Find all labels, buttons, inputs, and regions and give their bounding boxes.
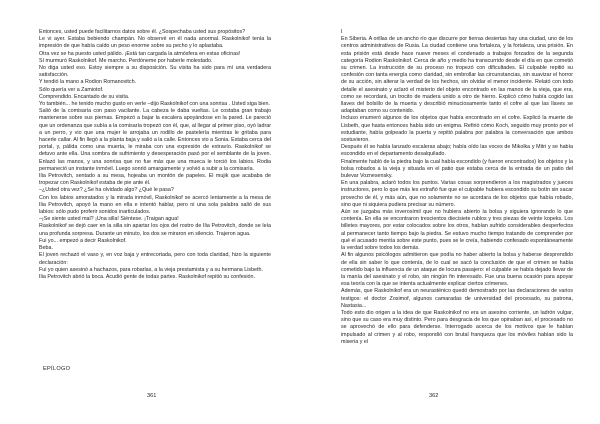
paragraph: El joven rechazó el vaso y, en voz baja y entrecortada, pero con toda claridad, hizo la siguiente declaración: bbox=[39, 252, 271, 266]
paragraph: Sólo quería ver a Zamiotof. bbox=[39, 86, 104, 93]
paragraph: En una palabra, aclaró todos los puntos. Varias cosas sorprendieron a los magistrados y jueces instructores, pero lo que más les extrañó fue que el culpable hubiera escondido su botín sin sacar provecho de él, y más aún, que no solamente no se acordara de los objetos que había robado, sino que ni siquiera pudiera precisar su número. bbox=[341, 180, 573, 208]
paragraph: Otra vez se ha puesto usted pálido. ¡Está tan cargada la atmósfera en estas oficinas! bbox=[39, 50, 241, 57]
paragraph: –¿Usted otra vez? ¿Se ha olvidado algo? ¿Qué le pasa? bbox=[39, 187, 174, 194]
paragraph: Fui yo... empezó a decir Raskolnikof. bbox=[39, 237, 127, 244]
paragraph: Ilia Petrovitch abrió la boca. Acudió gente de todas partes. Raskolnikof repitió su confesión. bbox=[39, 273, 255, 280]
right-page bbox=[300, 0, 600, 424]
paragraph: Y tendió la mano a Rodion Romanovitch. bbox=[39, 79, 137, 86]
page-number-left: 361 bbox=[147, 393, 157, 399]
paragraph: Además, que Raskolnikof era un neurasténico quedó demostrado por las declaraciones de varios testigos: el doctor Zosimof, algunos camaradas de universidad del procesado, su patrona, Nastasia... bbox=[341, 288, 573, 309]
page-number-right: 362 bbox=[429, 393, 439, 399]
paragraph: Finalmente habló de la piedra bajo la cual había escondido (y fueron encontrados) los objetos y la bolsa robados a la vieja y situada en el patio que estaba cerca de la entrada de un patio del bulevar Voznesensky. bbox=[341, 158, 573, 180]
section-number: I bbox=[341, 29, 343, 35]
paragraph: Sí murmuró Raskolnikof. Me marcho. Perdóneme por haberle molestado. bbox=[39, 57, 213, 64]
paragraph: No diga usted eso. Estoy siempre a su disposición. Su visita ha sido para mí una verdadera satisfacción. bbox=[39, 65, 271, 79]
paragraph: Al fin algunos psicólogos admitieron que podía no haber abierto la bolsa y haberse desprendido de ella sin saber lo que contenía, de lo cual se sacó la conclusión de que el crimen se había cometido bajo la influencia de un ataque de locura pasajero: el culpable se había dejado llevar de la manía del asesinato y el robo, sin ningún fin interesado. Fue una buena ocasión para apoyar esa teoría con la que se intenta actualmente explicar ciertos crímenes. bbox=[341, 252, 573, 288]
right-page-text bbox=[341, 29, 573, 346]
epilogue-heading: EPÍLOGO bbox=[43, 366, 71, 372]
paragraph: Yo también... he tenido mucho gusto en verle –dijo Raskolnikof con una sonrisa . Usted siga bien. bbox=[39, 101, 270, 108]
left-page-text bbox=[39, 29, 271, 281]
paragraph: Aún se juzgaba más inverosímil que no hubiera abierto la bolsa y siguiera ignorando lo que contenía. En ella se encontraron trescientos diecisiete rublos y tres piezas de veinte kopeks. Los billetes mayores, por estar colocados sobre los otros, habían sufrido considerables desperfectos al permanecer tanto tiempo bajo la piedra. Se estuvo mucho tiempo tratando de comprender por qué el acusado mentía sobre este punto, pues se le creía, habiendo confesado espontáneamente la verdad sobre todos los demás. bbox=[341, 209, 573, 252]
paragraph: –¡Se siente usted mal? ¡Una silla! Siéntese. ¡Traigan agua! bbox=[39, 216, 179, 223]
paragraph: Comprendido. Encantado de su visita. bbox=[39, 93, 130, 100]
paragraph: Entonces, usted puede facilitarnos datos sobre él. ¿Sospechaba usted sus propósitos? bbox=[39, 29, 246, 35]
paragraph: Raskolnikof se dejó caer en la silla sin apartar los ojos del rostro de Ilia Petrovitch, donde se leía una profunda sorpresa. Durante un minuto, los dos se miraron en silencio. Trajeron agua. bbox=[39, 223, 271, 237]
paragraph: Incluso enumeró algunos de los objetos que había encontrado en el cofre. Explicó la muerte de Lisbeth, que hasta entonces había sido un enigma. Refirió cómo Koch, seguido muy pronto por el estudiante, había golpeado la puerta y repitió palabra por palabra la conversación que ambos sostuvieron. bbox=[341, 115, 573, 144]
paragraph: Fui yo quien asesinó a hachazos, para robarlas, a la vieja prestamista y a su hermana Lisbeth. bbox=[39, 266, 263, 273]
paragraph: En Siberia. A orillas de un ancho río que discurre por tierras desiertas hay una ciudad, uno de los centros administrativos de Rusia. La ciudad contiene una fortaleza, y la fortaleza, una prisión. En esta prisión está desde hace nueve meses el condenado a trabajos forzados de la segunda categoría Rodion Raskolnikof. Cerca de año y medio ha transcurrido desde el día en que cometió su crimen. La instrucción de su proceso no tropezó con dificultades. El culpable repitió su confesión con tanta energía como claridad, sin embrollar las circunstancias, sin suavizar el horror de su acción, sin alterar la verdad de los hechos, sin olvidar el menor incidente. Relató con todo detalle el asesinato y aclaró el misterio del objeto encontrado en las manos de la vieja, que era, como se recordará, un trocito de madera unido a otro de hierro. Explicó cómo había cogido las llaves del bolsillo de la muerta y describió minuciosamente tanto el cofre al que las llaves se adaptaban como su contenido. bbox=[341, 36, 573, 115]
paragraph: Le vi ayer. Estaba bebiendo champán. No observé en él nada anormal. Raskolnikof tenía la impresión de que había caído un peso enorme sobre su pecho y lo aplastaba. bbox=[39, 36, 271, 50]
paragraph: Ilia Petrovitch, sentado a su mesa, hojeaba un montón de papeles. El mujik que acababa de tropezar con Raskolnikof estaba de pie ante él. bbox=[39, 173, 271, 187]
paragraph: Después él se había lanzado escaleras abajo; había oído las voces de Mikolka y Mitri y se había escondido en el departamento desalquilado. bbox=[341, 144, 573, 158]
paragraph: Salió de la comisaría con paso vacilante. La cabeza le daba vueltas. Le costaba gran trabajo mantenerse sobre sus piernas. Empezó a bajar la escalera apoyándose en la pared. Le pareció que un ordenanza que subía a la comisaría tropezó con él, que, al llegar al primer piso, oyó ladrar a un perro, y vio que una mujer le arrojaba un rodillo de pastelería mientras le gritaba para hacerle callar. Al fin llegó a la planta baja y salió a la calle. Entonces vio a Sonia. Estaba cerca del portal, y, pálida como una muerta, le miraba con una expresión de extravío. Raskolnikof se detuvo ante ella. Una sombra de sufrimiento y desesperación pasó por el semblante de la joven. Enlazó las manos, y una sonrisa que no fue más que una mueca le torció los labios. Rodia permaneció un instante inmóvil. Luego sonrió amargamente y volvió a subir a la comisaría. bbox=[39, 108, 271, 172]
paragraph: Con los labios amoratados y la mirada inmóvil, Raskolnikof se acercó lentamente a la mesa de Ilia Petrovitch, apoyó la mano en ella e intentó hablar, pero ni una sola palabra salió de sus labios: sólo pudo proferir sonidos inarticulados. bbox=[39, 194, 271, 216]
paragraph: Beba. bbox=[39, 245, 53, 252]
paragraph: Todo esto dio origen a la idea de que Raskolnikof no era un asesino corriente, un ladrón vulgar, sino que su caso era muy distinto. Pero para desgracia de los que opinaban así, el procesado no se aprovechó de ello para defenderse. Interrogado acerca de los motivos que le habían impulsado al crimen y al robo, respondió con brutal franqueza que los móviles habían sido la miseria y el bbox=[341, 309, 573, 345]
